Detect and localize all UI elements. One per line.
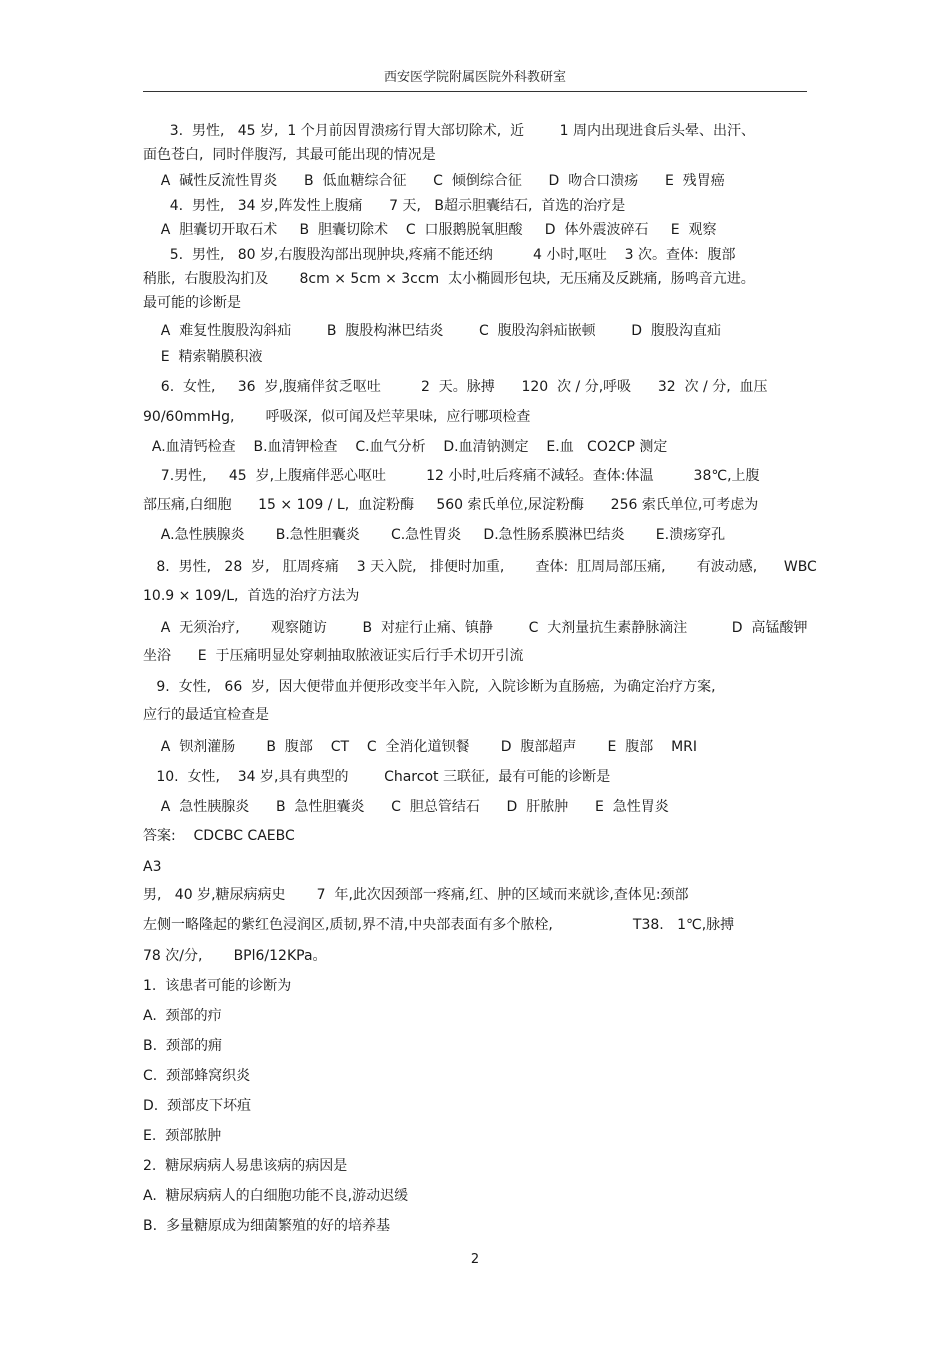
page-header: 西安医学院附属医院外科教研室 <box>383 70 566 85</box>
text-line: A.急性胰腺炎 B.急性胆囊炎 C.急性胃炎 D.急性肠系膜淋巴结炎 E.溃疡穿孔 <box>143 527 726 543</box>
text-line: A 急性胰腺炎 B 急性胆囊炎 C 胆总管结石 D 肝脓肿 E 急性胃炎 <box>143 799 669 815</box>
text-line: 9. 女性, 66 岁, 因大便带血并便形改变半年入院, 入院诊断为直肠癌, 为确定治疗方案, <box>143 679 716 695</box>
text-line: A 碱性反流性胃炎 B 低血糖综合征 C 倾倒综合征 D 吻合口溃疡 E 残胃癌 <box>143 173 725 189</box>
text-line: A. 颈部的疖 <box>143 1008 222 1024</box>
text-line: 部压痛,白细胞 15 × 109 / L, 血淀粉酶 560 索氏单位,尿淀粉酶 256 索氏单位,可考虑为 <box>143 497 759 513</box>
text-line: A. 糖尿病病人的白细胞功能不良,游动迟缓 <box>143 1188 409 1204</box>
text-line: 3. 男性, 45 岁, 1 个月前因胃溃疡行胃大部切除术, 近 1 周内出现进食后头晕、出汗、 <box>143 123 756 139</box>
text-line: 2. 糖尿病病人易患该病的病因是 <box>143 1158 348 1174</box>
text-line: 10.9 × 109/L, 首选的治疗方法为 <box>143 588 360 604</box>
text-line: 5. 男性, 80 岁,右腹股沟部出现肿块,疼痛不能还纳 4 小时,呕吐 3 次。查体: 腹部 <box>143 247 736 263</box>
text-line: 7.男性, 45 岁,上腹痛伴恶心呕吐 12 小时,吐后疼痛不減轻。查体:体温 38℃,上腹 <box>143 468 760 484</box>
text-line: C. 颈部蜂窝织炎 <box>143 1068 251 1084</box>
section-label: A3 <box>143 859 162 875</box>
text-line: 左侧一略隆起的紫红色浸润区,质韧,界不清,中央部表面有多个脓栓, T38. 1℃,脉搏 <box>143 917 735 933</box>
text-line: A 无须治疗, 观察随访 B 对症行止痛、镇静 C 大剂量抗生素静脉滴注 D 高锰酸钾 <box>143 620 808 636</box>
text-line: 应行的最适宜检查是 <box>143 707 269 723</box>
text-line: 90/60mmHg, 呼吸深, 似可闻及烂苹果味, 应行哪项检查 <box>143 409 531 425</box>
text-line: 坐浴 E 于压痛明显处穿刺抽取脓液证实后行手术切开引流 <box>143 648 524 664</box>
header-rule <box>143 91 807 92</box>
text-line: D. 颈部皮下坏疽 <box>143 1098 252 1114</box>
answer-line: 答案: CDCBC CAEBC <box>143 828 295 844</box>
text-line: A 胆囊切开取石术 B 胆囊切除术 C 口服鹅脱氧胆酸 D 体外震波碎石 E 观察 <box>143 222 717 238</box>
text-line: 最可能的诊断是 <box>143 295 241 311</box>
text-line: E 精索鞘膜积液 <box>143 349 263 365</box>
text-line: 10. 女性, 34 岁,具有典型的 Charcot 三联征, 最有可能的诊断是 <box>143 769 611 785</box>
text-line: 6. 女性, 36 岁,腹痛伴贫乏呕吐 2 天。脉搏 120 次 / 分,呼吸 32 次 / 分, 血压 <box>143 379 768 395</box>
text-line: 1. 该患者可能的诊断为 <box>143 978 292 994</box>
text-line: 8. 男性, 28 岁, 肛周疼痛 3 天入院, 排便时加重, 查体: 肛周局部压痛, 有波动感, WBC <box>143 559 817 575</box>
text-line: 面色苍白, 同时伴腹泻, 其最可能出现的情况是 <box>143 147 436 163</box>
text-line: 男, 40 岁,糖尿病病史 7 年,此次因颈部一疼痛,红、肿的区域而来就诊,查体见:颈部 <box>143 887 689 903</box>
text-line: A 难复性腹股沟斜疝 B 腹股构淋巴结炎 C 腹股沟斜疝嵌顿 D 腹股沟直疝 <box>143 323 721 339</box>
text-line: B. 颈部的痈 <box>143 1038 222 1054</box>
text-line: 78 次/分, BPl6/12KPa。 <box>143 948 327 964</box>
page-number: 2 <box>470 1252 480 1267</box>
text-line: 稍胀, 右腹股沟扪及 8cm × 5cm × 3ccm 太小椭圆形包块, 无压痛及反跳痛, 肠鸣音亢进。 <box>143 271 755 287</box>
text-line: A.血清钙检查 B.血清钾检查 C.血气分析 D.血清钠测定 E.血 CO2CP 测定 <box>143 439 668 455</box>
text-line: A 钡剂灌肠 B 腹部 CT C 全消化道钡餐 D 腹部超声 E 腹部 MRI <box>143 739 698 755</box>
text-line: E. 颈部脓肿 <box>143 1128 222 1144</box>
text-line: 4. 男性, 34 岁,阵发性上腹痛 7 天, B超示胆囊结石, 首选的治疗是 <box>143 198 626 214</box>
text-line: B. 多量糖原成为细菌繁殖的好的培养基 <box>143 1218 390 1234</box>
